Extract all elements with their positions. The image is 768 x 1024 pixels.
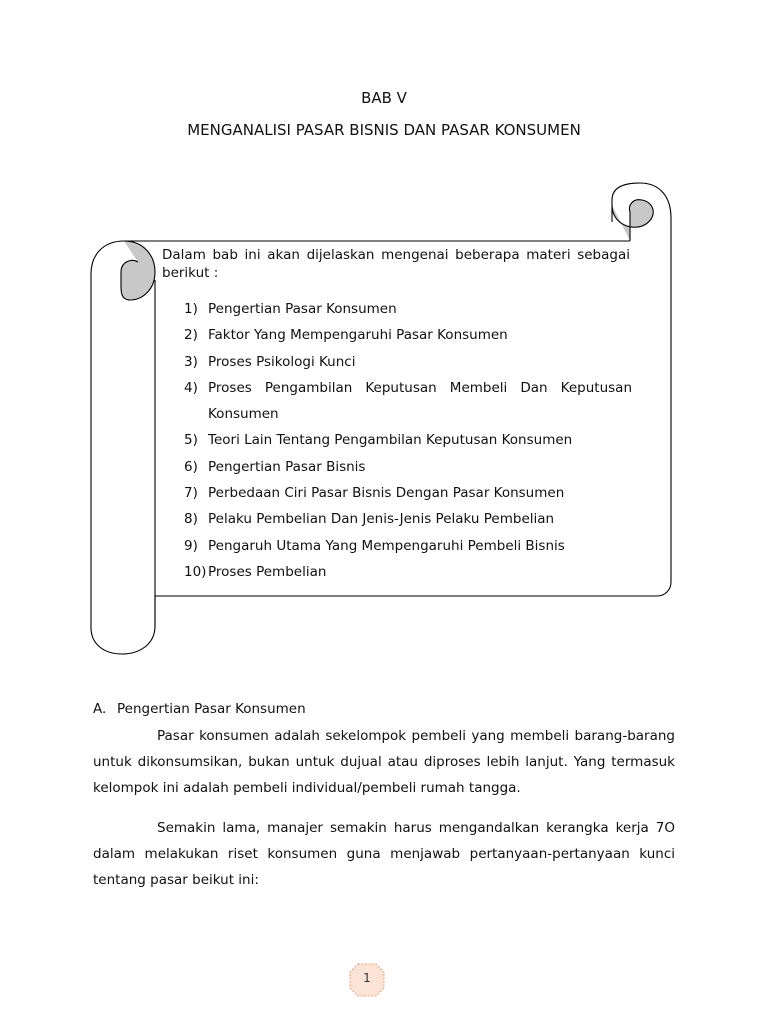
section-heading xyxy=(93,701,306,717)
list-item: 4) Proses Pengambilan Keputusan Membeli Dan Keputusan Konsumen xyxy=(184,379,632,423)
topic-list xyxy=(162,296,632,585)
list-item: 7) Perbedaan Ciri Pasar Bisnis Dengan Pasar Konsumen xyxy=(184,485,565,502)
chapter-title: MENGANALISI PASAR BISNIS DAN PASAR KONSUMEN xyxy=(187,121,581,139)
chapter-number: BAB V xyxy=(361,89,407,107)
list-item: 8) Pelaku Pembelian Dan Jenis-Jenis Pelaku Pembelian xyxy=(184,511,555,528)
page-number-badge xyxy=(348,962,386,998)
list-item: 1) Pengertian Pasar Konsumen xyxy=(184,301,397,317)
list-item: 9) Pengaruh Utama Yang Mempengaruhi Pembeli Bisnis xyxy=(184,537,565,554)
list-item: 5) Teori Lain Tentang Pengambilan Keputusan Konsumen xyxy=(184,432,573,449)
section-letter: A. xyxy=(93,701,107,717)
list-item: 2) Faktor Yang Mempengaruhi Pasar Konsumen xyxy=(184,327,508,344)
list-item: 6) Pengertian Pasar Bisnis xyxy=(184,458,366,475)
list-item: 3) Proses Psikologi Kunci xyxy=(184,353,356,370)
paragraph: Pasar konsumen adalah sekelompok pembeli yang membeli barang-barang untuk dikonsumsikan, bukan untuk dujual atau diproses lebih lanjut. Yang termasuk kelompok ini adalah pembeli individual/pembeli rumah tangga. xyxy=(93,728,675,797)
list-item: 10) Proses Pembelian xyxy=(184,563,327,580)
page-number: 1 xyxy=(363,971,371,985)
paragraph: Semakin lama, manajer semakin harus mengandalkan kerangka kerja 7O dalam melakukan riset konsumen guna menjawab pertanyaan-pertanyaan kunci tentang pasar beikut ini: xyxy=(93,820,675,889)
section-title: Pengertian Pasar Konsumen xyxy=(117,701,306,717)
scroll-intro: Dalam bab ini akan dijelaskan mengenai beberapa materi sebagai berikut : xyxy=(162,247,630,281)
